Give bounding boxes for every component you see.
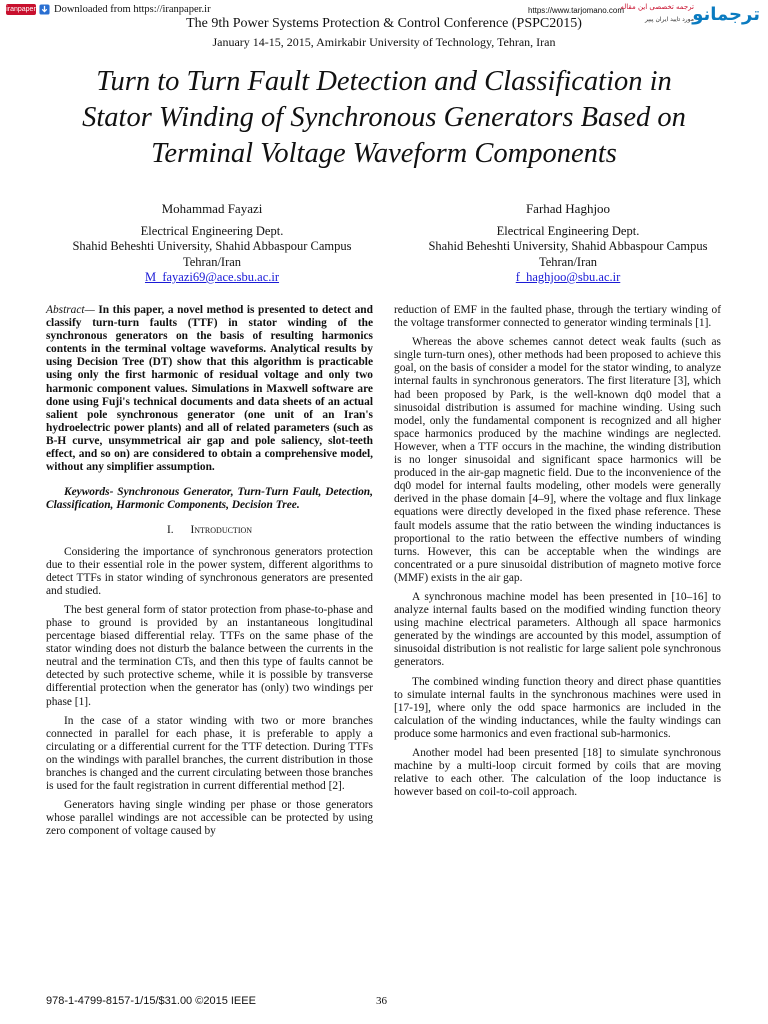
section-title: Introduction (190, 524, 253, 537)
title-line: Stator Winding of Synchronous Generators Based on (82, 102, 686, 133)
author-location: Tehran/Iran (538, 254, 598, 269)
author-name: Mohammad Fayazi (161, 201, 263, 216)
author-block-2 (383, 201, 753, 286)
download-banner (6, 2, 211, 16)
author-affiliation: Shahid Beheshti University, Shahid Abbaspour Campus (428, 239, 708, 253)
tarjomano-tagline: ترجمه تخصصی این مقاله (620, 3, 694, 11)
author-dept: Electrical Engineering Dept. (140, 223, 284, 238)
body-paragraph: Another model had been presented [18] to simulate synchronous machine by a multi-loop circuit formed by coils that are moving relative to each other. The calculation of the loop inductance is however based on coil-to-coil approach. (394, 747, 721, 799)
conference-date: January 14-15, 2015, Amirkabir University of Technology, Tehran, Iran (212, 35, 556, 49)
title-line: Turn to Turn Fault Detection and Classification in (96, 66, 672, 97)
author-email-link[interactable]: M_fayazi69@ace.sbu.ac.ir (144, 270, 280, 284)
right-column (394, 304, 721, 805)
author-dept: Electrical Engineering Dept. (496, 223, 640, 238)
abstract (46, 304, 373, 474)
tarjomano-url[interactable]: https://www.tarjomano.com (527, 6, 624, 15)
author-location: Tehran/Iran (182, 254, 242, 269)
body-paragraph: Considering the importance of synchronous generators protection due to their essential role in the power system, different algorithms to detect TTFs in stator winding of synchronous generators are presented and studied. (46, 545, 373, 597)
author-affiliation: Shahid Beheshti University, Shahid Abbaspour Campus (72, 239, 352, 253)
title-line: Terminal Voltage Waveform Components (151, 138, 617, 169)
author-block-1 (27, 201, 397, 286)
section-heading (46, 524, 373, 537)
author-name: Farhad Haghjoo (525, 201, 611, 216)
page-number: 36 (376, 995, 387, 1007)
section-number: I. (166, 524, 174, 537)
conference-name: The 9th Power Systems Protection & Control Conference (PSPC2015) (186, 16, 582, 31)
body-paragraph: The combined winding function theory and direct phase quantities to simulate internal faults in the synchronous machines were used in [17-19], where only the odd space harmonics are included in the calculation of the winding inductances, while the faulty windings can produce some harmonics and even fractional sub-harmonics. (394, 675, 721, 740)
body-paragraph: reduction of EMF in the faulted phase, through the tertiary winding of the voltage transformer connected to generator winding terminals [1]. (394, 304, 721, 330)
body-paragraph: Whereas the above schemes cannot detect weak faults (such as single turn-turn ones), other methods had been proposed to achieve this goal, on the basis of consider a model for the stator winding, to analyze internal faults in synchronous generators. The first literature [3], which had been proposed by Park, is the well-known dq0 model that a sinusoidal distribution is assumed for machine winding. Using such model, only the fundamental component is recognized and all higher space harmonics produced by the machine windings are neglected. However, when a TTF occurs in the machine, the winding distribution is no longer sinusoidal and significant space harmonics will be produced in the air-gap magnetic field. Due to the inconvenience of the dq0 model for internal faults modeling, other models were generally derived in the phase domain [4–9], where the voltage and flux linkage equations were directly developed in the fixed phase reference. These fault models assume that the ratio between the winding inductances is proportional to the ratio between the effective numbers of winding turns. However, this can be acceptable when the windings are concentrated or a pure sinusoidal distribution of magneto motive force (MMF) exists in the air gap. (394, 336, 721, 584)
body-paragraph: In the case of a stator winding with two or more branches connected in parallel for each phase, it is preferable to apply a circulating or a differential current for the TTF detection. During TTFs on the windings with parallel branches, the current distribution in those branches is changed and the current circulating between those branches is used for the fault registration in current differential method [2]. (46, 714, 373, 793)
body-paragraph: Generators having single winding per phase or those generators whose parallel windings are not accessible can be protected by using zero component of voltage caused by (46, 799, 373, 838)
abstract-text: In this paper, a novel method is presented to detect and classify turn-turn faults (TTF) in stator winding of the synchronous generators on the basis of resulting harmonics contents in the terminal voltage waveforms. Analytical results by using Decision Tree (DT) show that this algorithm is practicable using only the first harmonic of residual voltage and only two harmonic component values. Simulations in Maxwell software are done using Fuji's technical documents and data sheets of an actual salient pole synchronous generator (one unit of an Iran's hydroelectric power plants) and all of related parameters (such as B-H curve, unsymmetrical air gap and pole saliency, slot-teeth effect, and so on) are considered to obtain a comprehensive model, without any simplifier assumption. (46, 304, 373, 474)
iranpaper-logo: iranpaper (6, 5, 36, 13)
abstract-label: Abstract— (46, 304, 95, 316)
copyright-notice: 978-1-4799-8157-1/15/$31.00 ©2015 IEEE (46, 995, 256, 1007)
tarjomano-logo: ترجمانو (692, 4, 760, 25)
download-source-text[interactable]: Downloaded from https://iranpaper.ir (54, 3, 211, 15)
left-column (46, 304, 373, 844)
download-icon (39, 4, 50, 15)
body-paragraph: A synchronous machine model has been presented in [10–16] to analyze internal faults based on the modified winding function theory using machine electrical parameters. Although all space harmonics generated by the windings are accounted by this model, assumption of sinusoidal distribution is not realistic for large salient pole synchronous generators. (394, 590, 721, 669)
paper-title (30, 64, 738, 172)
author-email-link[interactable]: f_haghjoo@sbu.ac.ir (515, 270, 621, 284)
tarjomano-subtagline: مورد تایید ایران پیپر (644, 16, 694, 23)
keywords: Keywords- Synchronous Generator, Turn-Turn Fault, Detection, Classification, Harmonic Components, Decision Tree. (46, 486, 373, 512)
body-paragraph: The best general form of stator protection from phase-to-phase and phase to ground is provided by an instantaneous longitudinal percentage biased differential relay. TTFs on the same phase of the stator winding does not disturb the balance between the currents in the neutral and the termination CTs, and then this type of faults cannot be detected by such protective scheme, while it is possible by transverse differential protection when the generator has (only) two windings per phase [1]. (46, 603, 373, 708)
